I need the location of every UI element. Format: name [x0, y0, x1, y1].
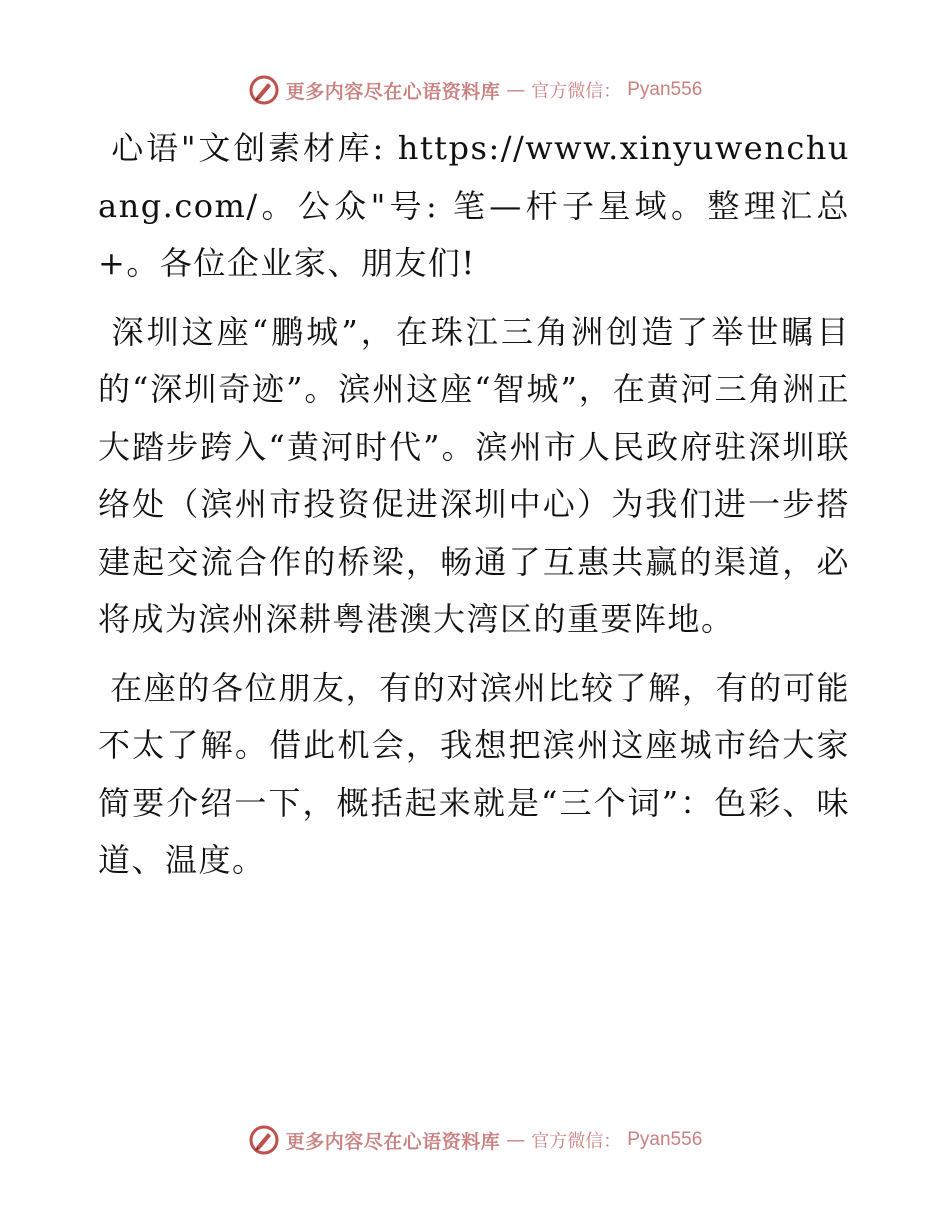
paragraph-text: 深圳这座“鹏城”，在珠江三角洲创造了举世瞩目的“深圳奇迹”。滨州这座“智城”，在黄河三角洲正大踏步跨入“黄河时代”。滨州市人民政府驻深圳联络处（滨州市投资促进深圳中心）为我们进一步搭建起交流合作的桥梁，畅通了互惠共赢的渠道，必将成为滨州深耕粤港澳大湾区的重要阵地。 [98, 312, 850, 638]
watermark-wechat-id: Pyan556 [627, 79, 703, 100]
watermark-wechat-label: 官方微信： [531, 1131, 622, 1152]
paragraph [98, 660, 850, 890]
paragraph-text: 心语"文创素材库: https://www.xinyuwenchuang.com/。公众"号: 笔—杆子星域。整理汇总+。各位企业家、朋友们! [98, 129, 850, 282]
pen-logo-icon [248, 1124, 280, 1156]
paragraph [98, 304, 850, 649]
paragraph-text: 在座的各位朋友，有的对滨州比较了解，有的可能不太了解。借此机会，我想把滨州这座城市给大家简要介绍一下，概括起来就是“三个词”：色彩、味道、温度。 [98, 668, 850, 879]
footer-watermark [0, 1122, 950, 1158]
watermark-dash: — [506, 79, 526, 101]
paragraph [98, 120, 850, 293]
watermark-wechat-id: Pyan556 [627, 1129, 703, 1150]
watermark-wechat-label: 官方微信： [531, 81, 622, 102]
document-body [98, 120, 850, 901]
watermark-text: 更多内容尽在心语资料库 [285, 80, 501, 103]
watermark-text: 更多内容尽在心语资料库 [285, 1130, 501, 1153]
watermark-dash: — [506, 1129, 526, 1151]
header-watermark [0, 72, 950, 108]
pen-logo-icon [248, 74, 280, 106]
